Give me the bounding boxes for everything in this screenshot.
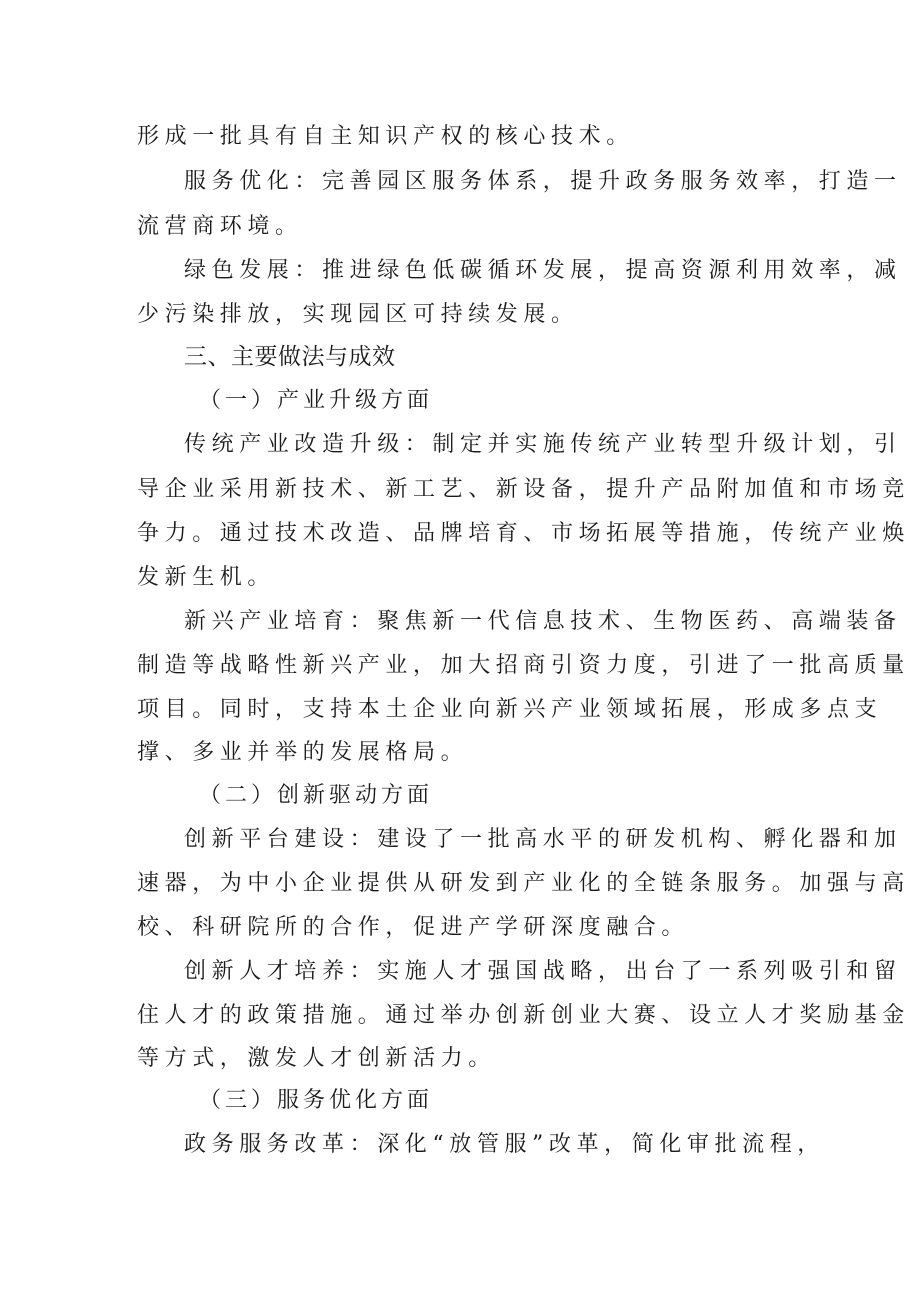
paragraph-line: 服务优化：完善园区服务体系，提升政务服务效率，打造一: [184, 169, 902, 194]
paragraph-line: 校、科研院所的合作，促进产学研深度融合。: [137, 915, 690, 940]
paragraph-line: 传统产业改造升级：制定并实施传统产业转型升级计划，引: [184, 432, 902, 457]
paragraph-line: 争力。通过技术改造、品牌培育、市场拓展等措施，传统产业焕: [137, 521, 910, 546]
subsection-heading: （二）创新驱动方面: [199, 783, 434, 808]
paragraph-line: 等方式，激发人才创新活力。: [137, 1046, 496, 1071]
paragraph-line: 创新人才培养：实施人才强国战略，出台了一系列吸引和留: [184, 959, 902, 984]
subsection-heading: （三）服务优化方面: [199, 1088, 434, 1113]
paragraph-line: 绿色发展：推进绿色低碳循环发展，提高资源利用效率，减: [184, 258, 902, 283]
subsection-heading: （一）产业升级方面: [199, 388, 434, 413]
paragraph-line: 制造等战略性新兴产业，加大招商引资力度，引进了一批高质量: [137, 653, 910, 678]
paragraph-line: 住人才的政策措施。通过举办创新创业大赛、设立人才奖励基金: [137, 1003, 910, 1028]
paragraph-line: 撑、多业并举的发展格局。: [137, 740, 469, 765]
paragraph-line: 项目。同时，支持本土企业向新兴产业领域拓展，形成多点支: [137, 697, 883, 722]
paragraph-line: 发新生机。: [137, 565, 276, 590]
paragraph-line: 少污染排放，实现园区可持续发展。: [137, 302, 579, 327]
paragraph-line: 速器，为中小企业提供从研发到产业化的全链条服务。加强与高: [137, 871, 910, 896]
section-heading: 三、主要做法与成效: [184, 344, 396, 370]
paragraph-line: 形成一批具有自主知识产权的核心技术。: [137, 124, 634, 149]
paragraph-line: 流营商环境。: [137, 214, 303, 239]
paragraph-line: 政务服务改革：深化“放管服”改革，简化审批流程，: [184, 1132, 825, 1157]
paragraph-line: 导企业采用新技术、新工艺、新设备，提升产品附加值和市场竞: [137, 477, 910, 502]
paragraph-line: 创新平台建设：建设了一批高水平的研发机构、孵化器和加: [184, 827, 902, 852]
paragraph-line: 新兴产业培育：聚焦新一代信息技术、生物医药、高端装备: [184, 609, 902, 634]
